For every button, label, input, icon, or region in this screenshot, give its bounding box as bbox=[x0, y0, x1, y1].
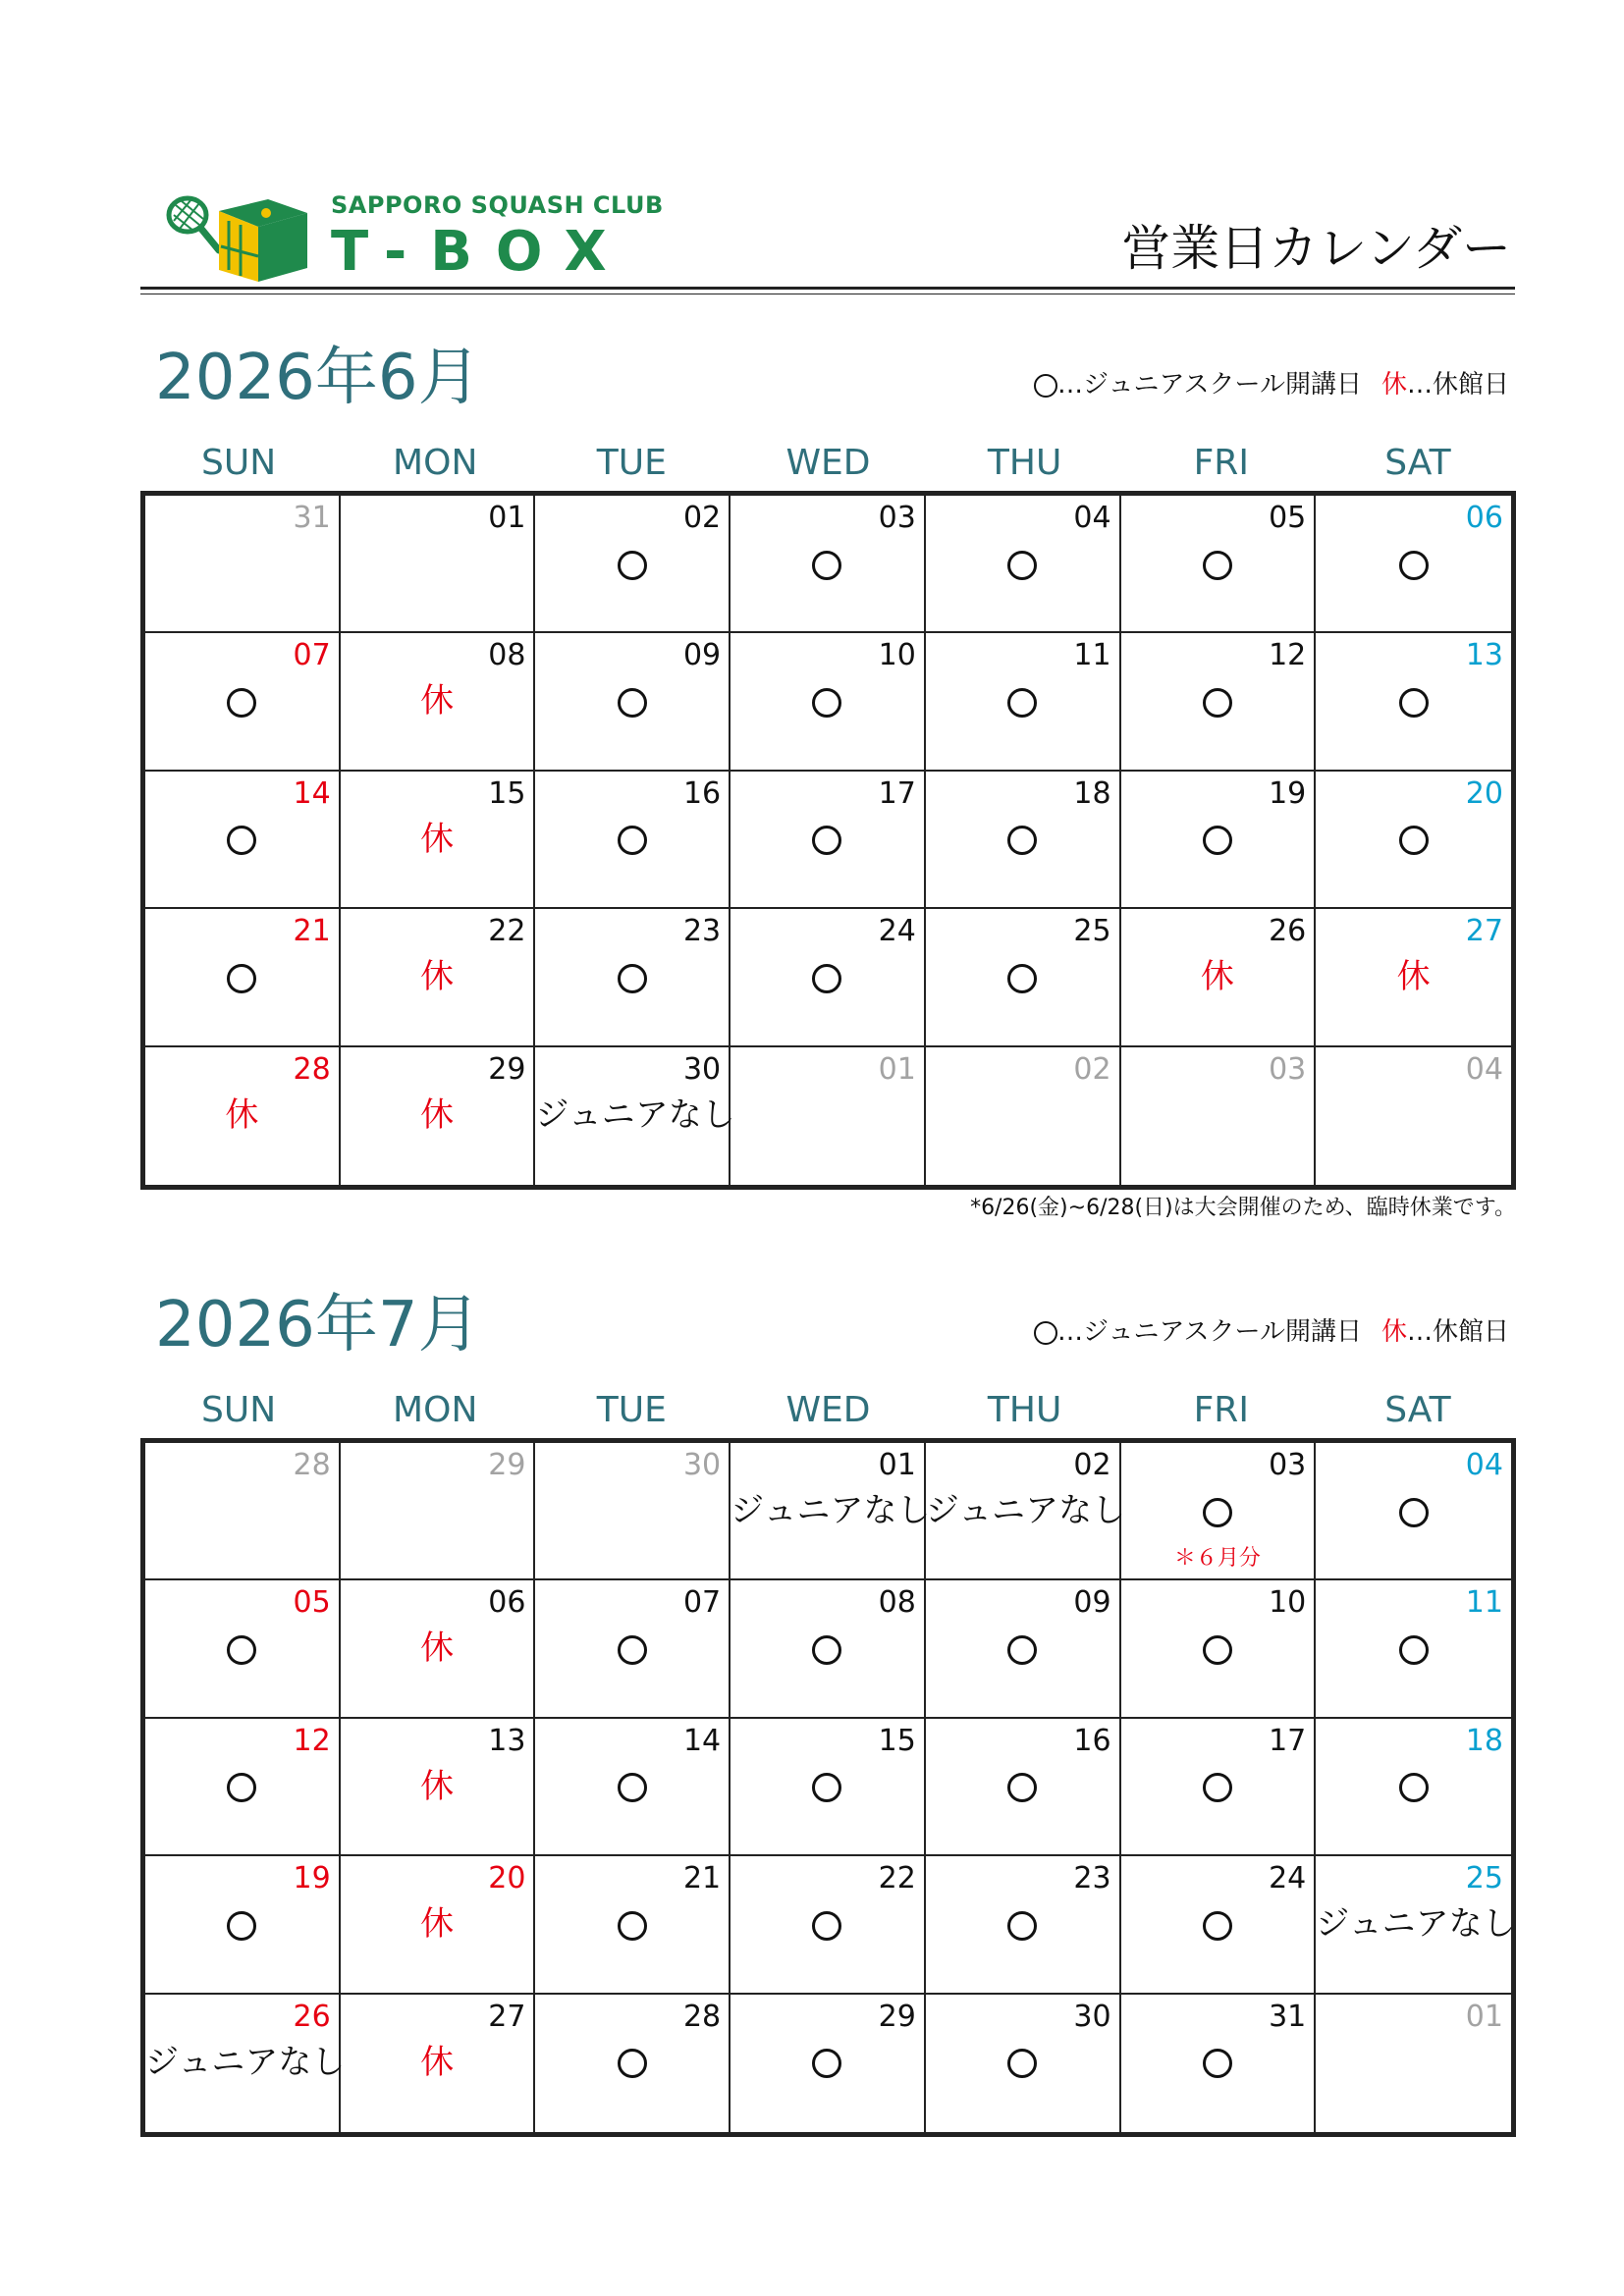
school-day-mark bbox=[535, 541, 729, 586]
school-day-mark bbox=[731, 954, 924, 999]
day-cell bbox=[145, 772, 341, 909]
day-cell bbox=[341, 1719, 536, 1856]
day-cell bbox=[145, 1856, 341, 1994]
day-number: 24 bbox=[878, 914, 916, 949]
day-cell bbox=[731, 1580, 926, 1718]
school-day-mark bbox=[1121, 2040, 1315, 2085]
weekday-sat: SAT bbox=[1384, 443, 1451, 483]
day-cell bbox=[1316, 909, 1511, 1046]
day-cell bbox=[1121, 1443, 1317, 1580]
day-cell bbox=[535, 1995, 731, 2132]
school-day-mark bbox=[731, 1626, 924, 1671]
circle-icon bbox=[1203, 1498, 1232, 1527]
circle-icon bbox=[1007, 964, 1037, 993]
day-cell bbox=[1316, 1995, 1511, 2132]
day-number: 06 bbox=[1465, 501, 1503, 535]
school-day-mark bbox=[535, 817, 729, 862]
circle-icon bbox=[227, 826, 256, 855]
legend-closed-mark: 休 bbox=[1380, 370, 1407, 400]
day-number: 09 bbox=[1073, 1585, 1111, 1621]
day-cell bbox=[1316, 633, 1511, 771]
day-number: 17 bbox=[878, 775, 916, 811]
day-cell bbox=[1121, 1719, 1317, 1856]
day-cell bbox=[1316, 1047, 1511, 1185]
circle-icon bbox=[618, 551, 647, 580]
legend bbox=[1034, 1315, 1509, 1349]
day-cell bbox=[1121, 1995, 1317, 2132]
school-day-mark bbox=[1316, 678, 1511, 723]
weekday-wed: WED bbox=[785, 443, 871, 483]
circle-icon bbox=[1203, 1635, 1232, 1665]
day-number: 20 bbox=[1465, 775, 1503, 811]
school-day-mark bbox=[926, 2040, 1119, 2085]
day-number: 05 bbox=[293, 1585, 331, 1621]
day-cell bbox=[535, 1580, 731, 1718]
circle-icon bbox=[227, 1773, 256, 1802]
day-cell bbox=[1316, 496, 1511, 633]
legend-school: …ジュニアスクール開講日 bbox=[1057, 1317, 1362, 1347]
school-day-mark bbox=[535, 678, 729, 723]
school-day-mark bbox=[535, 954, 729, 999]
school-day-mark bbox=[926, 1626, 1119, 1671]
school-day-mark bbox=[1121, 1626, 1315, 1671]
closed-mark: 休 bbox=[225, 1095, 259, 1135]
circle-icon bbox=[618, 1911, 647, 1941]
school-day-mark bbox=[145, 678, 339, 723]
school-day-mark bbox=[1121, 817, 1315, 862]
weekday-thu: THU bbox=[987, 1390, 1062, 1430]
day-cell bbox=[1316, 1443, 1511, 1580]
no-junior-label: ジュニアなし bbox=[731, 1491, 931, 1530]
circle-icon bbox=[1007, 1635, 1037, 1665]
closed-mark: 休 bbox=[420, 1095, 455, 1135]
day-cell bbox=[926, 909, 1121, 1046]
club-subtitle: SAPPORO SQUASH CLUB bbox=[331, 191, 664, 219]
day-number: 02 bbox=[682, 501, 722, 535]
day-cell bbox=[535, 909, 731, 1046]
circle-icon bbox=[227, 1911, 256, 1941]
day-cell bbox=[535, 633, 731, 771]
circle-icon bbox=[227, 1635, 256, 1665]
circle-icon bbox=[227, 688, 256, 718]
circle-icon bbox=[1034, 374, 1057, 398]
day-cell bbox=[926, 633, 1121, 771]
day-cell bbox=[1121, 1580, 1317, 1718]
day-number: 17 bbox=[1269, 1723, 1307, 1758]
school-day-mark bbox=[1121, 1488, 1315, 1533]
circle-icon bbox=[618, 688, 647, 718]
day-cell bbox=[925, 1443, 1126, 1580]
weekday-sun: SUN bbox=[201, 443, 277, 483]
day-number: 03 bbox=[1269, 1448, 1307, 1482]
day-cell bbox=[535, 1719, 731, 1856]
weekday-header bbox=[140, 441, 1516, 486]
day-number: 16 bbox=[1073, 1723, 1111, 1758]
school-day-mark bbox=[145, 954, 339, 999]
day-number: 21 bbox=[293, 914, 331, 949]
circle-icon bbox=[1007, 688, 1037, 718]
weekday-sat: SAT bbox=[1384, 1390, 1451, 1430]
school-day-mark bbox=[145, 1901, 339, 1947]
day-number: 02 bbox=[1073, 1051, 1111, 1087]
day-number: 31 bbox=[293, 501, 331, 535]
day-cell bbox=[731, 496, 926, 633]
day-number: 27 bbox=[488, 1999, 526, 2034]
day-cell bbox=[731, 633, 926, 771]
day-cell bbox=[731, 1443, 931, 1580]
day-cell bbox=[1121, 1047, 1317, 1185]
day-cell bbox=[145, 1580, 341, 1718]
day-number: 04 bbox=[1465, 1051, 1503, 1087]
weekday-wed: WED bbox=[785, 1390, 871, 1430]
school-day-mark bbox=[1316, 1626, 1511, 1671]
day-cell bbox=[341, 1443, 536, 1580]
circle-icon bbox=[1007, 1773, 1037, 1802]
day-number: 04 bbox=[1073, 501, 1111, 535]
day-number: 23 bbox=[682, 914, 722, 949]
day-number: 22 bbox=[878, 1861, 916, 1896]
no-junior-label: ジュニアなし bbox=[1316, 1904, 1516, 1945]
weekday-tue: TUE bbox=[596, 1390, 667, 1430]
day-number: 18 bbox=[1465, 1723, 1503, 1758]
day-number: 28 bbox=[293, 1051, 331, 1087]
day-number: 19 bbox=[1269, 775, 1307, 811]
no-junior-label: ジュニアなし bbox=[145, 2042, 346, 2082]
circle-icon bbox=[618, 2049, 647, 2078]
page-title: 営業日カレンダー bbox=[1121, 220, 1511, 277]
day-cell bbox=[926, 496, 1121, 633]
circle-icon bbox=[1203, 1911, 1232, 1941]
day-number: 02 bbox=[1073, 1448, 1111, 1482]
circle-icon bbox=[618, 1635, 647, 1665]
day-cell bbox=[341, 1047, 536, 1185]
weekday-fri: FRI bbox=[1193, 443, 1249, 483]
day-number: 27 bbox=[1465, 914, 1503, 949]
day-cell bbox=[145, 1443, 341, 1580]
no-junior-label: ジュニアなし bbox=[535, 1095, 735, 1135]
day-cell bbox=[145, 633, 341, 771]
day-number: 07 bbox=[293, 638, 331, 673]
legend-closed-mark: 休 bbox=[1380, 1317, 1407, 1347]
day-number: 14 bbox=[682, 1723, 722, 1758]
circle-icon bbox=[1203, 2049, 1232, 2078]
no-junior-label: ジュニアなし bbox=[925, 1491, 1126, 1530]
day-number: 04 bbox=[1465, 1448, 1503, 1482]
day-cell bbox=[341, 772, 536, 909]
day-number: 03 bbox=[1269, 1051, 1307, 1087]
school-day-mark bbox=[1121, 541, 1315, 586]
day-cell bbox=[535, 1443, 731, 1580]
day-cell bbox=[926, 1580, 1121, 1718]
circle-icon bbox=[812, 2049, 841, 2078]
day-cell bbox=[341, 909, 536, 1046]
racket-icon bbox=[169, 198, 219, 250]
circle-icon bbox=[1007, 551, 1037, 580]
day-cell bbox=[1316, 772, 1511, 909]
circle-icon bbox=[1399, 1773, 1429, 1802]
weekday-header bbox=[140, 1388, 1516, 1433]
day-number: 10 bbox=[878, 638, 916, 673]
day-cell bbox=[926, 1047, 1121, 1185]
day-cell bbox=[1316, 1580, 1511, 1718]
day-cell bbox=[731, 1995, 926, 2132]
school-day-mark bbox=[731, 2040, 924, 2085]
school-day-mark bbox=[731, 817, 924, 862]
day-number: 12 bbox=[1269, 638, 1307, 673]
school-day-mark bbox=[1316, 817, 1511, 862]
school-day-mark bbox=[926, 954, 1119, 999]
circle-icon bbox=[1399, 688, 1429, 718]
calendar-grid bbox=[140, 1438, 1516, 2137]
circle-icon bbox=[618, 826, 647, 855]
day-cell bbox=[341, 1580, 536, 1718]
day-number: 24 bbox=[1269, 1861, 1307, 1896]
circle-icon bbox=[1399, 1498, 1429, 1527]
circle-icon bbox=[618, 964, 647, 993]
day-number: 12 bbox=[293, 1723, 331, 1758]
legend bbox=[1034, 368, 1509, 401]
day-cell bbox=[926, 1995, 1121, 2132]
club-logo bbox=[160, 191, 664, 290]
school-day-mark bbox=[535, 2040, 729, 2085]
day-cell bbox=[535, 1047, 735, 1185]
day-number: 30 bbox=[682, 1051, 722, 1087]
closed-mark: 休 bbox=[420, 819, 455, 859]
weekday-tue: TUE bbox=[596, 443, 667, 483]
day-number: 15 bbox=[488, 775, 526, 811]
school-day-mark bbox=[535, 1626, 729, 1671]
tbox-logo-icon bbox=[160, 191, 317, 286]
circle-icon bbox=[618, 1773, 647, 1802]
circle-icon bbox=[1203, 551, 1232, 580]
day-cell bbox=[145, 1995, 346, 2132]
day-number: 31 bbox=[1269, 1999, 1307, 2034]
calendar-grid bbox=[140, 491, 1516, 1190]
day-number: 29 bbox=[488, 1448, 526, 1482]
day-cell bbox=[1316, 1719, 1511, 1856]
weekday-fri: FRI bbox=[1193, 1390, 1249, 1430]
day-number: 01 bbox=[488, 501, 526, 535]
school-day-mark bbox=[535, 1901, 729, 1947]
closed-mark: 休 bbox=[1396, 957, 1431, 997]
day-number: 03 bbox=[878, 501, 916, 535]
circle-icon bbox=[1007, 826, 1037, 855]
school-day-mark bbox=[1316, 1764, 1511, 1809]
day-number: 11 bbox=[1465, 1585, 1503, 1621]
legend-school: …ジュニアスクール開講日 bbox=[1057, 370, 1362, 400]
day-cell bbox=[1121, 1856, 1317, 1994]
day-number: 25 bbox=[1465, 1861, 1503, 1896]
school-day-mark bbox=[926, 817, 1119, 862]
day-number: 20 bbox=[488, 1861, 526, 1896]
circle-icon bbox=[812, 1911, 841, 1941]
month-title: 2026年7月 bbox=[155, 1289, 481, 1362]
day-number: 30 bbox=[682, 1448, 722, 1482]
school-day-mark bbox=[145, 1626, 339, 1671]
day-cell bbox=[731, 1856, 926, 1994]
day-cell bbox=[145, 496, 341, 633]
cell-note: ＊６月分 bbox=[1173, 1546, 1261, 1571]
day-number: 09 bbox=[682, 638, 722, 673]
closed-mark: 休 bbox=[1200, 957, 1234, 997]
circle-icon bbox=[812, 551, 841, 580]
day-cell bbox=[341, 1856, 536, 1994]
closed-mark: 休 bbox=[420, 957, 455, 997]
day-cell bbox=[731, 909, 926, 1046]
school-day-mark bbox=[1121, 1901, 1315, 1947]
day-number: 01 bbox=[1465, 1999, 1503, 2034]
closed-mark: 休 bbox=[420, 1629, 455, 1669]
day-number: 19 bbox=[293, 1861, 331, 1896]
weekday-mon: MON bbox=[393, 1390, 478, 1430]
school-day-mark bbox=[145, 1764, 339, 1809]
header-rule bbox=[140, 287, 1515, 290]
day-number: 08 bbox=[488, 638, 526, 673]
day-number: 25 bbox=[1073, 914, 1111, 949]
school-day-mark bbox=[1121, 1764, 1315, 1809]
circle-icon bbox=[812, 826, 841, 855]
day-cell bbox=[341, 496, 536, 633]
school-day-mark bbox=[1121, 678, 1315, 723]
circle-icon bbox=[1034, 1321, 1057, 1345]
day-number: 23 bbox=[1073, 1861, 1111, 1896]
day-number: 28 bbox=[293, 1448, 331, 1482]
day-number: 15 bbox=[878, 1723, 916, 1758]
circle-icon bbox=[812, 1635, 841, 1665]
footnote: *6/26(金)~6/28(日)は大会開催のため、臨時休業です。 bbox=[970, 1196, 1516, 1220]
school-day-mark bbox=[731, 678, 924, 723]
circle-icon bbox=[1399, 826, 1429, 855]
closed-mark: 休 bbox=[420, 1904, 455, 1945]
day-cell bbox=[145, 1719, 341, 1856]
day-cell bbox=[926, 1719, 1121, 1856]
legend-closed: …休館日 bbox=[1406, 370, 1509, 400]
day-number: 29 bbox=[488, 1051, 526, 1087]
school-day-mark bbox=[731, 1764, 924, 1809]
day-cell bbox=[145, 1047, 341, 1185]
school-day-mark bbox=[145, 817, 339, 862]
school-day-mark bbox=[926, 1764, 1119, 1809]
circle-icon bbox=[1203, 1773, 1232, 1802]
school-day-mark bbox=[926, 1901, 1119, 1947]
circle-icon bbox=[812, 964, 841, 993]
day-cell bbox=[1121, 772, 1317, 909]
school-day-mark bbox=[926, 541, 1119, 586]
school-day-mark bbox=[731, 541, 924, 586]
weekday-mon: MON bbox=[393, 443, 478, 483]
day-cell bbox=[926, 1856, 1121, 1994]
circle-icon bbox=[1399, 551, 1429, 580]
day-cell bbox=[535, 772, 731, 909]
day-number: 05 bbox=[1269, 501, 1307, 535]
weekday-thu: THU bbox=[987, 443, 1062, 483]
circle-icon bbox=[1007, 1911, 1037, 1941]
school-day-mark bbox=[1316, 1488, 1511, 1533]
day-number: 07 bbox=[682, 1585, 722, 1621]
day-number: 21 bbox=[682, 1861, 722, 1896]
day-number: 11 bbox=[1073, 638, 1111, 673]
circle-icon bbox=[812, 688, 841, 718]
school-day-mark bbox=[731, 1901, 924, 1947]
day-number: 28 bbox=[682, 1999, 722, 2034]
circle-icon bbox=[1399, 1635, 1429, 1665]
school-day-mark bbox=[926, 678, 1119, 723]
day-cell bbox=[341, 633, 536, 771]
day-cell bbox=[145, 909, 341, 1046]
day-cell bbox=[1121, 909, 1317, 1046]
club-name: T-BOX bbox=[331, 220, 630, 284]
day-number: 01 bbox=[878, 1051, 916, 1087]
day-cell bbox=[731, 1719, 926, 1856]
circle-icon bbox=[227, 964, 256, 993]
day-number: 13 bbox=[1465, 638, 1503, 673]
day-cell bbox=[1316, 1856, 1516, 1994]
month-title: 2026年6月 bbox=[155, 342, 481, 414]
school-day-mark bbox=[1316, 541, 1511, 586]
day-number: 06 bbox=[488, 1585, 526, 1621]
legend-closed: …休館日 bbox=[1406, 1317, 1509, 1347]
day-cell bbox=[731, 772, 926, 909]
day-number: 16 bbox=[682, 775, 722, 811]
circle-icon bbox=[1007, 2049, 1037, 2078]
circle-icon bbox=[1203, 826, 1232, 855]
day-number: 30 bbox=[1073, 1999, 1111, 2034]
day-cell bbox=[341, 1995, 536, 2132]
day-cell bbox=[731, 1047, 926, 1185]
circle-icon bbox=[1203, 688, 1232, 718]
day-number: 14 bbox=[293, 775, 331, 811]
day-number: 22 bbox=[488, 914, 526, 949]
day-number: 18 bbox=[1073, 775, 1111, 811]
day-cell bbox=[1121, 633, 1317, 771]
day-number: 08 bbox=[878, 1585, 916, 1621]
day-number: 26 bbox=[293, 1999, 331, 2034]
day-number: 01 bbox=[878, 1448, 916, 1482]
day-number: 10 bbox=[1269, 1585, 1307, 1621]
closed-mark: 休 bbox=[420, 681, 455, 721]
weekday-sun: SUN bbox=[201, 1390, 277, 1430]
day-cell bbox=[926, 772, 1121, 909]
school-day-mark bbox=[535, 1764, 729, 1809]
closed-mark: 休 bbox=[420, 1766, 455, 1806]
day-number: 26 bbox=[1269, 914, 1307, 949]
day-number: 29 bbox=[878, 1999, 916, 2034]
day-cell bbox=[535, 1856, 731, 1994]
box-icon bbox=[219, 199, 307, 282]
closed-mark: 休 bbox=[420, 2042, 455, 2082]
day-cell bbox=[1121, 496, 1317, 633]
day-number: 13 bbox=[488, 1723, 526, 1758]
day-cell bbox=[535, 496, 731, 633]
circle-icon bbox=[812, 1773, 841, 1802]
